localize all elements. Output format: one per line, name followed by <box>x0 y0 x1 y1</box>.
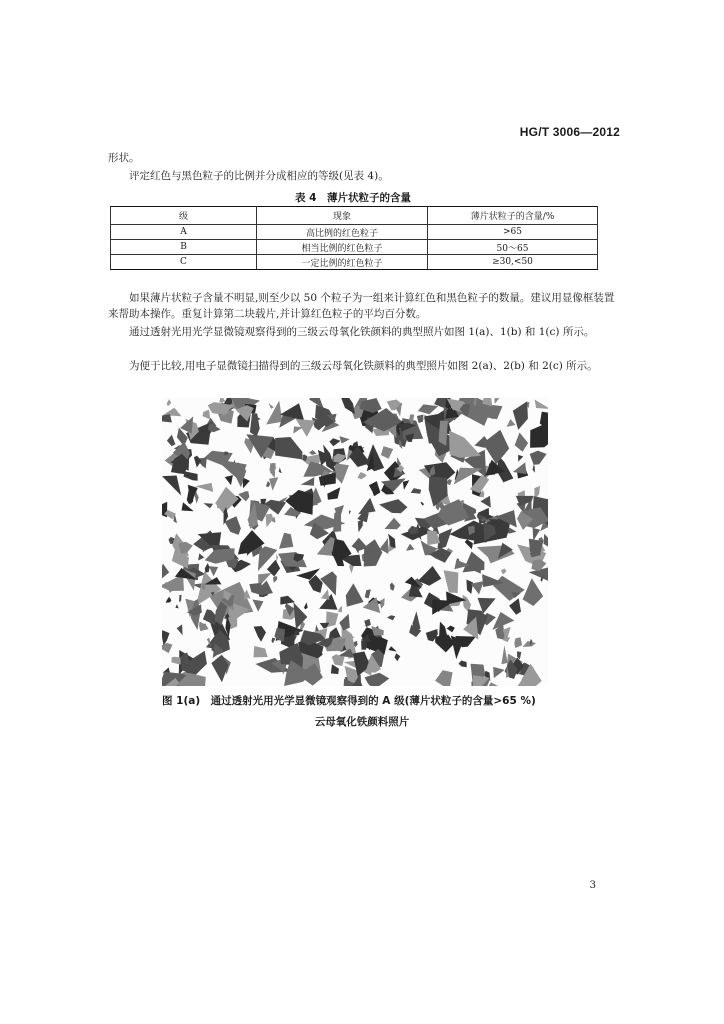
particle-flake <box>195 492 199 504</box>
micrograph-photo <box>162 398 548 686</box>
particle-flake <box>183 472 197 481</box>
particle-flake <box>271 638 275 644</box>
cell-grade: C <box>111 255 257 270</box>
particle-flake <box>403 480 410 490</box>
particle-flake <box>243 477 250 488</box>
particle-flake <box>275 437 302 459</box>
particle-flake <box>364 539 383 566</box>
particle-flake <box>254 646 268 657</box>
particle-flake <box>463 552 485 573</box>
particle-flake <box>167 435 176 447</box>
particle-flake <box>395 653 401 661</box>
particle-flake <box>167 399 172 406</box>
particle-flake <box>321 589 330 599</box>
particle-flake <box>266 481 270 487</box>
particle-flake <box>225 516 241 535</box>
particle-flake <box>444 570 459 593</box>
particle-flake <box>437 528 452 550</box>
particle-flake <box>513 462 527 474</box>
figure-caption-line1: 图 1(a) 通过透射光用光学显微镜观察得到的 A 级(薄片状粒子的含量>65 %) <box>162 695 536 707</box>
cell-phenomenon: 高比例的红色粒子 <box>257 225 428 240</box>
particle-flake <box>279 467 282 473</box>
particle-flake <box>304 602 308 609</box>
particle-flake <box>199 622 209 632</box>
particle-flake <box>358 472 367 479</box>
particle-flake <box>432 600 455 615</box>
particle-flake <box>435 670 453 686</box>
continuation-line: 形状。 <box>108 152 140 164</box>
particle-flake <box>411 488 422 494</box>
particle-flake <box>369 481 381 496</box>
particle-flake <box>162 564 169 579</box>
particle-flake <box>327 487 340 499</box>
particle-flake <box>501 569 507 575</box>
cell-grade: B <box>111 240 257 255</box>
particle-flake <box>544 534 549 548</box>
particle-flake <box>182 502 194 511</box>
particle-flake <box>361 639 368 649</box>
table-title: 表 4 薄片状粒子的含量 <box>295 192 411 204</box>
cell-phenomenon: 相当比例的红色粒子 <box>257 240 428 255</box>
particle-flake <box>341 398 355 414</box>
particle-flake <box>466 580 473 595</box>
particle-flake <box>175 604 178 608</box>
particle-flake <box>439 421 448 446</box>
particle-flake <box>387 615 395 620</box>
particle-flake <box>338 606 343 613</box>
particle-flake <box>329 438 340 446</box>
particle-flake <box>301 477 315 486</box>
particle-flake <box>202 410 210 420</box>
micrograph-image <box>162 398 548 686</box>
particle-flake <box>365 673 390 686</box>
particle-flake <box>418 404 438 414</box>
particle-flake <box>162 630 170 645</box>
cell-grade: A <box>111 225 257 240</box>
particle-flake <box>198 553 204 560</box>
table-row <box>111 255 598 270</box>
paragraph-particle-count: 如果薄片状粒子含量不明显,则至少以 50 个粒子为一组来计算红色和黑色粒子的数量。建议用显像框装置来帮助本操作。重复计算第二块载片,并计算红色粒子的平均百分数。 <box>108 292 615 320</box>
particle-flake <box>385 518 401 530</box>
particle-flake <box>514 637 522 648</box>
particle-flake <box>280 596 295 605</box>
particle-flake <box>459 661 467 668</box>
particle-flake <box>358 519 363 532</box>
header-phenomenon: 现象 <box>257 207 428 225</box>
particle-flake <box>390 583 395 591</box>
particle-flake <box>219 398 225 403</box>
particle-flake <box>320 571 337 595</box>
particle-flake <box>279 533 293 549</box>
figure-caption-line2: 云母氧化铁颜料照片 <box>314 716 410 728</box>
particle-flake <box>513 401 528 430</box>
particle-flake <box>501 645 507 664</box>
header-grade: 级 <box>111 207 257 225</box>
particle-flake <box>530 423 548 448</box>
paragraph-transmission: 通过透射光用光学显微镜观察得到的三级云母氧化铁颜料的典型照片如图 1(a)、1(b) 和 1(c) 所示。 <box>129 326 595 338</box>
particle-flake <box>533 464 536 472</box>
particle-flake <box>254 626 266 642</box>
evaluation-line: 评定红色与黑色粒子的比例并分成相应的等级(见表 4)。 <box>129 170 389 182</box>
particle-flake <box>530 451 547 465</box>
particle-flake <box>509 598 521 615</box>
particle-flake <box>177 624 183 635</box>
particle-flake <box>278 552 307 567</box>
particle-flake <box>252 600 263 612</box>
particle-flake <box>518 455 523 462</box>
particle-flake <box>495 398 500 404</box>
particle-flake <box>379 499 407 513</box>
particle-flake <box>515 433 528 452</box>
particle-flake <box>339 436 349 444</box>
particle-flake <box>406 544 415 551</box>
particle-flake <box>266 401 282 425</box>
particle-flake <box>225 475 233 485</box>
particle-flake <box>162 476 181 496</box>
particle-flake <box>447 626 455 633</box>
header-content: 薄片状粒子的含量/% <box>428 207 598 225</box>
table-row <box>111 240 598 255</box>
particle-flake <box>339 614 350 631</box>
particle-flake <box>346 583 364 606</box>
particle-flake <box>365 589 371 598</box>
particle-flake <box>215 487 238 514</box>
particle-flake <box>358 498 375 515</box>
grade-table <box>110 206 598 270</box>
particle-flake <box>187 490 194 504</box>
particle-flake <box>420 502 424 506</box>
particle-flake <box>273 576 277 582</box>
particle-flake <box>180 416 193 433</box>
particle-flake <box>535 400 548 410</box>
particle-flake <box>269 403 274 408</box>
particle-flake <box>171 657 181 665</box>
page-number: 3 <box>589 880 596 891</box>
particle-flake <box>203 609 217 625</box>
particle-flake <box>269 477 278 491</box>
particle-flake <box>166 597 172 603</box>
particle-flake <box>480 496 490 508</box>
particle-flake <box>381 446 393 459</box>
particle-flake <box>203 503 213 508</box>
particle-flake <box>205 563 210 573</box>
particle-flake <box>493 667 505 678</box>
particle-flake <box>194 456 202 468</box>
paragraph-comparison: 为便于比较,用电子显微镜扫描得到的三级云母氧化铁颜料的典型照片如图 2(a)、2(b) 和 2(c) 所示。 <box>129 360 598 372</box>
particle-flake <box>250 413 260 437</box>
particle-flake <box>489 682 498 686</box>
particle-flake <box>209 566 218 576</box>
particle-flake <box>507 419 516 427</box>
cell-content: 50～65 <box>428 240 598 255</box>
particle-flake <box>349 510 351 514</box>
particle-flake <box>179 595 182 602</box>
cell-content: >65 <box>428 225 598 240</box>
particle-flake <box>417 415 424 424</box>
particle-flake <box>309 450 316 455</box>
particle-flake <box>388 646 396 651</box>
particle-flake <box>276 554 278 562</box>
particle-flake <box>331 664 339 674</box>
particle-flake <box>483 430 509 465</box>
particle-flake <box>523 641 537 647</box>
particle-flake <box>293 426 303 433</box>
cell-content: ≥30,<50 <box>428 255 598 270</box>
particle-flake <box>465 539 473 549</box>
cell-phenomenon: 一定比例的红色粒子 <box>257 255 428 270</box>
particle-flake <box>523 578 544 606</box>
particle-flake <box>364 619 371 627</box>
table-row <box>111 225 598 240</box>
table-header-row <box>111 207 598 225</box>
standard-code: HG/T 3006—2012 <box>519 125 620 139</box>
particle-flake <box>195 483 213 492</box>
